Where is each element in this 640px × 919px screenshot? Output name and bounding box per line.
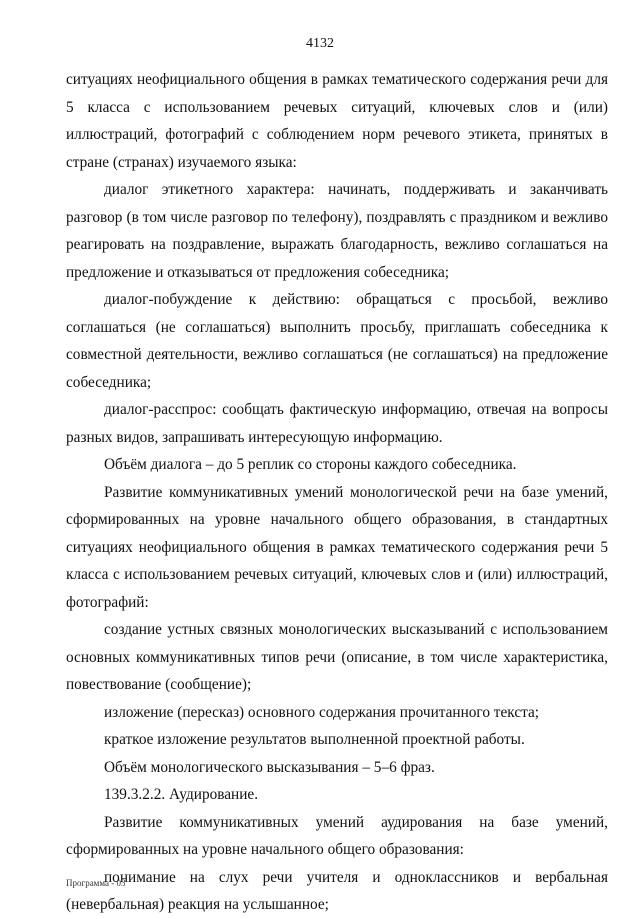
paragraph: создание устных связных монологических высказываний с использованием основных коммуникативных типов речи (описание, в том числе характеристика, повествование (сообщение); — [66, 621, 608, 693]
page-footer: Программа - 03 — [66, 878, 126, 888]
paragraph: краткое изложение результатов выполненной проектной работы. — [104, 731, 525, 748]
paragraph: диалог этикетного характера: начинать, поддерживать и заканчивать разговор (в том числе разговор по телефону), поздравлять с праздником и вежливо реагировать на поздравление, выражать благодарность, вежливо соглашаться на предложение и отказываться от предложения собеседника; — [66, 181, 608, 281]
paragraph: понимание на слух речи учителя и одноклассников и вербальная (невербальная) реакция на услышанное; — [66, 868, 608, 913]
paragraph: Развитие коммуникативных умений монологической речи на базе умений, сформированных на уровне начального общего образования, в стандартных ситуациях неофициального общения в рамках тематического содержания речи 5 класса с использованием речевых ситуаций, ключевых слов и (или) иллюстраций, фотографий: — [66, 483, 608, 611]
paragraph: ситуациях неофициального общения в рамках тематического содержания речи для 5 класса с использованием речевых ситуаций, ключевых слов и (или) иллюстраций, фотографий с соблюдением норм речевого этикета, принятых в стране (странах) изучаемого языка: — [66, 71, 608, 171]
page-number: 4132 — [306, 36, 334, 51]
paragraph: диалог-побуждение к действию: обращаться с просьбой, вежливо соглашаться (не соглашаться) выполнить просьбу, приглашать собеседника к совместной деятельности, вежливо соглашаться (не соглашаться) на предложение собеседника; — [66, 291, 608, 391]
paragraph: Объём диалога – до 5 реплик со стороны каждого собеседника. — [104, 456, 517, 473]
paragraph: изложение (пересказ) основного содержания прочитанного текста; — [104, 703, 540, 721]
paragraph: Развитие коммуникативных умений аудирования на базе умений, сформированных на уровне начального общего образования: — [66, 813, 608, 858]
document-body — [66, 66, 608, 919]
paragraph: Объём монологического высказывания – 5–6 фраз. — [104, 758, 435, 776]
paragraph: диалог-расспрос: сообщать фактическую информацию, отвечая на вопросы разных видов, запрашивать интересующую информацию. — [66, 401, 608, 446]
paragraph: 139.3.2.2. Аудирование. — [104, 786, 259, 803]
